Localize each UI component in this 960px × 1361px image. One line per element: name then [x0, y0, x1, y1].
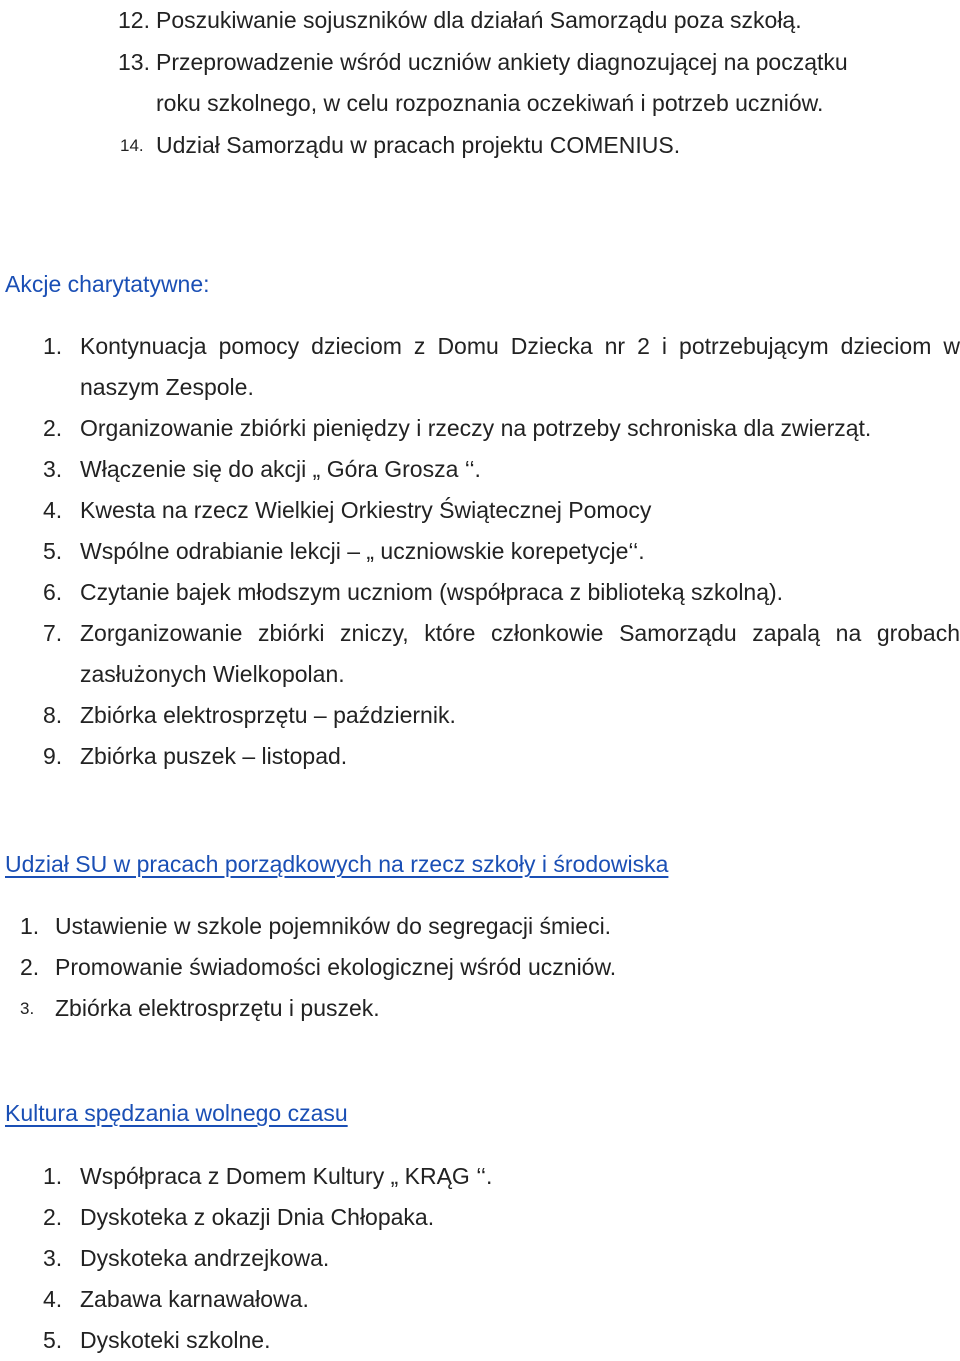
item-number: 3. — [20, 999, 35, 1018]
list-item — [43, 326, 960, 408]
item-text: Zbiórka elektrosprzętu – październik. — [80, 702, 456, 728]
list-item — [43, 408, 960, 449]
item-number: 7. — [43, 620, 63, 646]
cleanup-list — [20, 906, 920, 1029]
list-item — [118, 42, 948, 124]
list-item — [118, 0, 948, 41]
list-item — [43, 1279, 943, 1320]
item-number: 1. — [20, 913, 40, 939]
item-number: 4. — [43, 497, 63, 523]
list-item — [43, 1238, 943, 1279]
item-number: 6. — [43, 579, 63, 605]
item-number: 3. — [43, 456, 63, 482]
goals-list-continued — [118, 0, 948, 166]
list-item — [43, 490, 960, 531]
section-heading-charity: Akcje charytatywne: — [5, 271, 210, 297]
culture-list — [43, 1156, 943, 1361]
item-text: Zabawa karnawałowa. — [80, 1286, 309, 1312]
list-item — [43, 449, 960, 490]
charity-list — [43, 326, 960, 777]
item-text: Dyskoteka andrzejkowa. — [80, 1245, 330, 1271]
item-text: Ustawienie w szkole pojemników do segregacji śmieci. — [55, 913, 612, 939]
item-number: 1. — [43, 1163, 63, 1189]
item-text: Wspólne odrabianie lekcji – „ uczniowskie korepetycje‘‘. — [80, 538, 645, 564]
item-number: 13. — [118, 49, 150, 75]
item-text: Poszukiwanie sojuszników dla działań Samorządu poza szkołą. — [156, 7, 802, 33]
list-item — [20, 988, 920, 1029]
item-text: Kwesta na rzecz Wielkiej Orkiestry Świątecznej Pomocy — [80, 497, 652, 523]
list-item — [43, 572, 960, 613]
item-number: 2. — [20, 954, 40, 980]
list-item — [43, 613, 960, 695]
item-text: Organizowanie zbiórki pieniędzy i rzeczy na potrzeby schroniska dla zwierząt. — [80, 415, 872, 441]
list-item — [20, 906, 920, 947]
item-number: 14. — [120, 136, 144, 155]
item-text: Włączenie się do akcji „ Góra Grosza ‘‘. — [80, 456, 481, 482]
list-item — [43, 1197, 943, 1238]
item-text: Zorganizowanie zbiórki zniczy, które członkowie Samorządu zapalą na grobach zasłużonych Wielkopolan. — [80, 620, 960, 687]
item-number: 4. — [43, 1286, 63, 1312]
item-text: Promowanie świadomości ekologicznej wśród uczniów. — [55, 954, 617, 980]
item-text: Czytanie bajek młodszym uczniom (współpraca z biblioteką szkolną). — [80, 579, 784, 605]
section-heading-cleanup: Udział SU w pracach porządkowych na rzecz szkoły i środowiska — [5, 851, 669, 877]
item-number: 9. — [43, 743, 63, 769]
item-text: Przeprowadzenie wśród uczniów ankiety diagnozującej na początku roku szkolnego, w celu rozpoznania oczekiwań i potrzeb uczniów. — [156, 49, 848, 116]
item-text: Zbiórka puszek – listopad. — [80, 743, 348, 769]
list-item — [20, 947, 920, 988]
item-number: 8. — [43, 702, 63, 728]
item-text: Dyskoteka z okazji Dnia Chłopaka. — [80, 1204, 435, 1230]
item-number: 2. — [43, 415, 63, 441]
item-number: 3. — [43, 1245, 63, 1271]
item-number: 1. — [43, 333, 63, 359]
item-number: 5. — [43, 538, 63, 564]
item-text: Udział Samorządu w pracach projektu COMENIUS. — [156, 132, 681, 158]
item-text: Dyskoteki szkolne. — [80, 1327, 271, 1353]
item-text: Współpraca z Domem Kultury „ KRĄG ‘‘. — [80, 1163, 493, 1189]
item-text: Kontynuacja pomocy dzieciom z Domu Dziecka nr 2 i potrzebującym dzieciom w naszym Zespole. — [80, 333, 960, 400]
list-item — [43, 1156, 943, 1197]
section-heading-culture: Kultura spędzania wolnego czasu — [5, 1100, 348, 1126]
item-number: 2. — [43, 1204, 63, 1230]
item-text: Zbiórka elektrosprzętu i puszek. — [55, 995, 380, 1021]
list-item — [43, 1320, 943, 1361]
list-item — [43, 736, 960, 777]
list-item — [43, 531, 960, 572]
list-item — [43, 695, 960, 736]
item-number: 5. — [43, 1327, 63, 1353]
item-number: 12. — [118, 7, 150, 33]
list-item — [118, 125, 948, 166]
